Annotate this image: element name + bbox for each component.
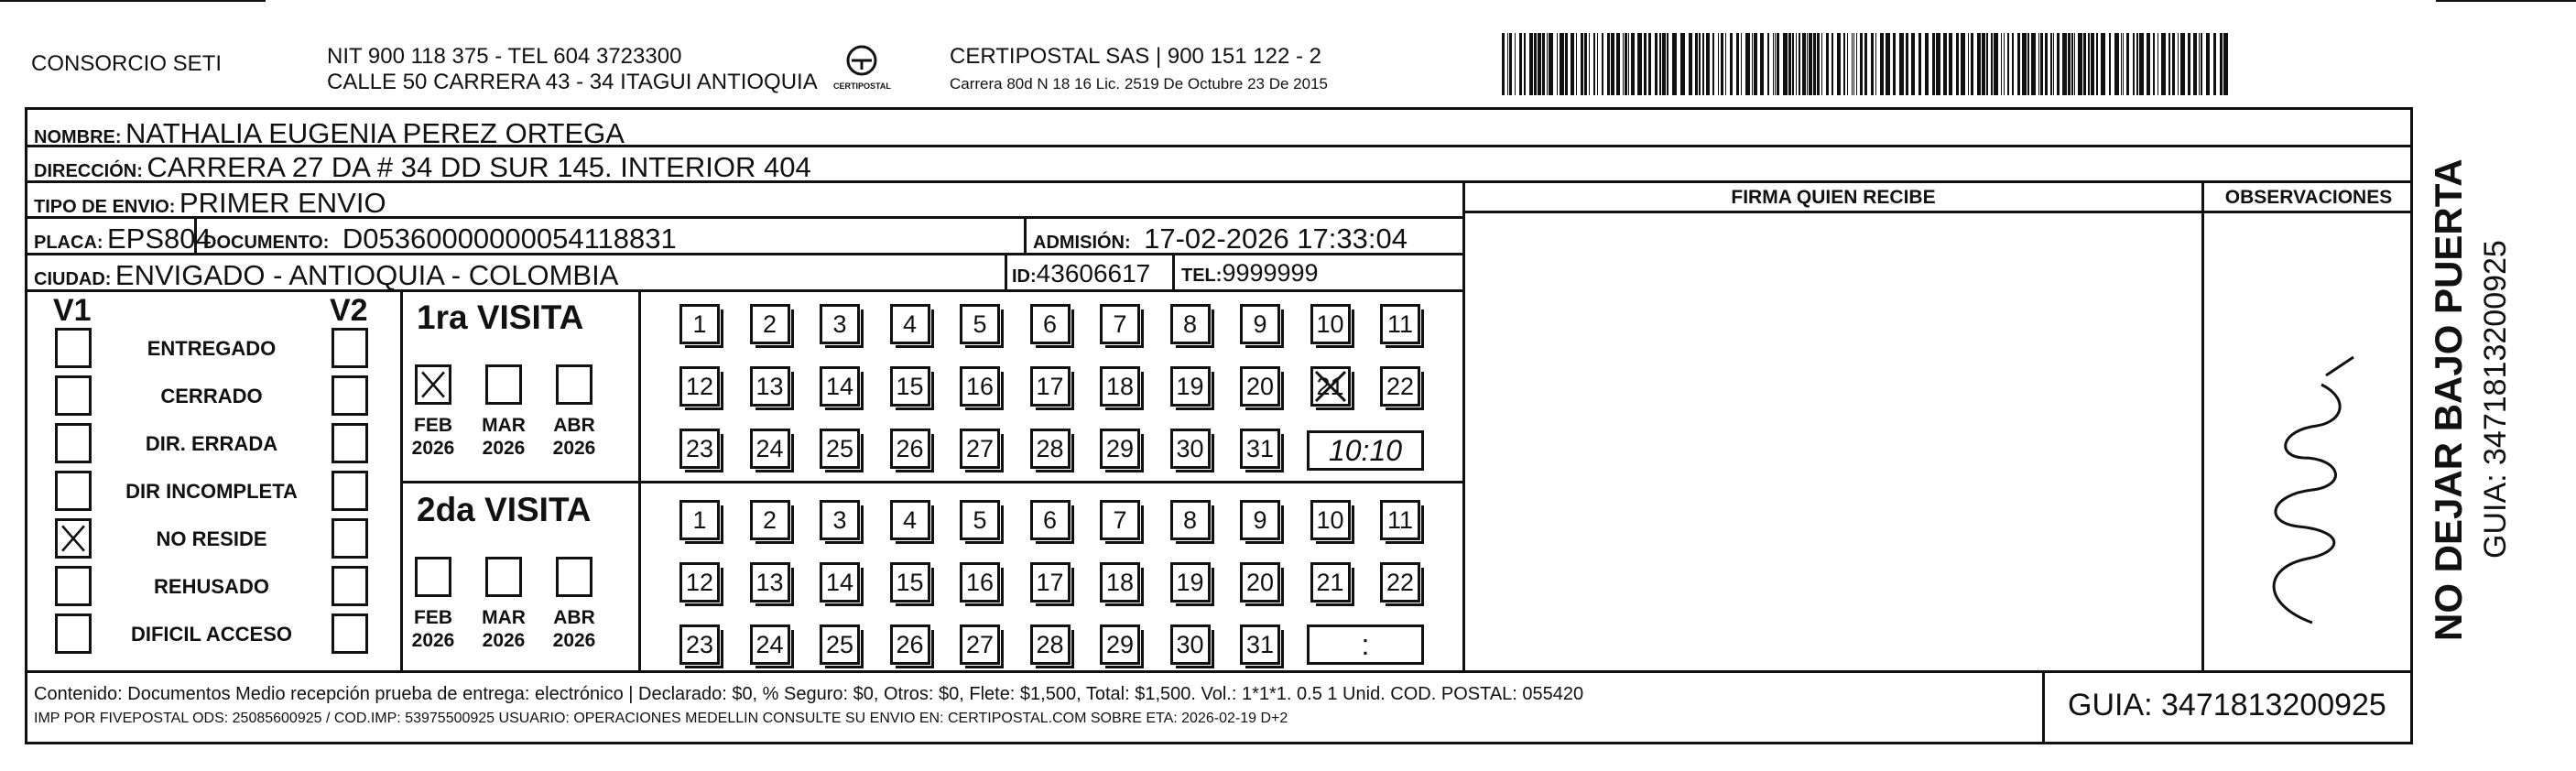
footer-content: Contenido: Documentos Medio recepción prueba de entrega: electrónico | Declarado: $0, % Seguro: $0, Otros: $0, Flete: $1,500, Total: $1,500. Vol.: 1*1*1. 0.5 1 Unid. COD. POSTAL: 055420 xyxy=(34,684,1584,704)
direccion-value: CARRERA 27 DA # 34 DD SUR 145. INTERIOR 404 xyxy=(147,151,811,183)
first-visit-day[interactable]: 22 xyxy=(1380,366,1420,407)
barcode-bar xyxy=(1991,33,1993,95)
first-visit-day[interactable]: 28 xyxy=(1030,429,1071,469)
barcode-bar xyxy=(2188,33,2190,95)
barcode-bar xyxy=(1754,33,1757,95)
col-line xyxy=(638,289,641,670)
first-visit-day[interactable]: 10 xyxy=(1310,304,1351,344)
second-visit-month-label: FEB 2026 xyxy=(411,607,455,652)
second-visit-day[interactable]: 1 xyxy=(679,500,720,540)
barcode-bar xyxy=(2121,33,2122,95)
status-label: ENTREGADO xyxy=(147,337,277,360)
v1-checkbox[interactable] xyxy=(55,423,92,463)
barcode-bar xyxy=(1542,33,1545,95)
barcode-bar xyxy=(2038,33,2039,95)
observaciones-label: OBSERVACIONES xyxy=(2224,187,2393,208)
second-visit-day[interactable]: 10 xyxy=(1310,500,1351,540)
barcode-bar xyxy=(1702,33,1704,95)
barcode-bar xyxy=(1982,33,1985,95)
barcode-bar xyxy=(2007,33,2009,95)
first-visit-day[interactable]: 18 xyxy=(1100,366,1140,407)
nit-line: NIT 900 118 375 - TEL 604 3723300 xyxy=(327,44,682,69)
barcode-bar xyxy=(2078,33,2082,95)
first-visit-day[interactable]: 27 xyxy=(960,429,1000,469)
second-visit-month-label: ABR 2026 xyxy=(552,607,596,652)
firma-label: FIRMA QUIEN RECIBE xyxy=(1731,187,1936,208)
first-visit-day[interactable]: 8 xyxy=(1170,304,1211,344)
placa-value: EPS804 xyxy=(107,223,212,255)
barcode-bar xyxy=(2022,33,2027,95)
barcode-bar xyxy=(1529,33,1533,95)
first-visit-day[interactable]: 26 xyxy=(890,429,930,469)
second-visit-day[interactable]: 14 xyxy=(820,562,860,603)
barcode-bar xyxy=(1880,33,1884,95)
v1-checkbox[interactable] xyxy=(55,566,92,606)
v1-checkbox[interactable] xyxy=(55,471,92,511)
barcode-bar xyxy=(2068,33,2071,95)
barcode-bar xyxy=(2109,33,2111,95)
barcode-bar xyxy=(1581,33,1583,95)
barcode-bar xyxy=(1607,33,1610,95)
status-label: DIR INCOMPLETA xyxy=(125,480,298,503)
barcode-bar xyxy=(1745,33,1750,95)
first-visit-day[interactable]: 13 xyxy=(750,366,790,407)
first-visit-day[interactable]: 31 xyxy=(1240,429,1280,469)
ciudad-value: ENVIGADO - ANTIOQUIA - COLOMBIA xyxy=(114,259,619,291)
barcode-bar xyxy=(1943,33,1947,95)
barcode-bar xyxy=(2199,33,2200,95)
nombre-value: NATHALIA EUGENIA PEREZ ORTEGA xyxy=(125,117,625,149)
barcode-bar xyxy=(1730,33,1733,95)
barcode-bar xyxy=(1699,33,1701,95)
first-visit-day[interactable]: 25 xyxy=(820,429,860,469)
barcode-bar xyxy=(1949,33,1952,95)
barcode-bar xyxy=(1625,33,1627,95)
status-label: REHUSADO xyxy=(154,575,269,598)
barcode xyxy=(1502,33,2234,95)
first-visit-day[interactable]: 5 xyxy=(960,304,1000,344)
side-guia: GUIA: 3471813200925 xyxy=(2478,240,2513,559)
barcode-bar xyxy=(2193,33,2197,95)
first-visit-day[interactable]: 1 xyxy=(679,304,720,344)
v1-checkbox[interactable] xyxy=(55,375,92,416)
second-visit-day[interactable]: 20 xyxy=(1240,562,1280,603)
barcode-bar xyxy=(1918,33,1921,95)
barcode-bar xyxy=(1986,33,1988,95)
v1-checkbox[interactable] xyxy=(55,328,92,368)
barcode-bar xyxy=(2114,33,2119,95)
barcode-bar xyxy=(1893,33,1896,95)
barcode-bar xyxy=(1589,33,1590,95)
barcode-bar xyxy=(2027,33,2029,95)
v1-label: V1 xyxy=(53,293,92,328)
first-visit-day[interactable]: 20 xyxy=(1240,366,1280,407)
barcode-bar xyxy=(2126,33,2129,95)
first-visit-month-label: ABR 2026 xyxy=(552,415,596,460)
second-visit-day[interactable]: 6 xyxy=(1030,500,1071,540)
col-line xyxy=(1024,216,1027,253)
v1-checkbox[interactable] xyxy=(55,518,92,559)
tel-label: TEL: xyxy=(1181,266,1223,286)
barcode-bar xyxy=(1856,33,1857,95)
barcode-bar xyxy=(2180,33,2185,95)
barcode-bar xyxy=(1783,33,1788,95)
second-visit-day[interactable]: 13 xyxy=(750,562,790,603)
status-label: DIR. ERRADA xyxy=(145,432,278,455)
first-visit-day[interactable]: 21 xyxy=(1310,366,1351,407)
top-edge-line xyxy=(2436,0,2576,2)
first-visit-month-checkbox[interactable] xyxy=(415,364,451,405)
tel-value: 9999999 xyxy=(1222,259,1319,287)
barcode-bar xyxy=(2001,33,2002,95)
barcode-bar xyxy=(1977,33,1981,95)
barcode-bar xyxy=(1597,33,1598,95)
barcode-bar xyxy=(1602,33,1603,95)
second-visit-day[interactable]: 30 xyxy=(1170,624,1211,665)
barcode-bar xyxy=(2136,33,2138,95)
second-visit-day[interactable]: 23 xyxy=(679,624,720,665)
barcode-bar xyxy=(2147,33,2150,95)
barcode-bar xyxy=(1837,33,1841,95)
certipostal-sub: Carrera 80d N 18 16 Lic. 2519 De Octubre 23 De 2015 xyxy=(950,75,1328,92)
barcode-bar xyxy=(1860,33,1863,95)
second-visit-month-checkbox[interactable] xyxy=(415,557,451,597)
second-visit-day[interactable]: 31 xyxy=(1240,624,1280,665)
barcode-bar xyxy=(1680,33,1685,95)
first-visit-month-label: FEB 2026 xyxy=(411,415,455,460)
barcode-bar xyxy=(2153,33,2155,95)
first-visit-day[interactable]: 30 xyxy=(1170,429,1211,469)
barcode-bar xyxy=(1971,33,1973,95)
barcode-bar xyxy=(1925,33,1929,95)
barcode-bar xyxy=(1802,33,1806,95)
barcode-bar xyxy=(2091,33,2094,95)
barcode-bar xyxy=(1628,33,1629,95)
first-visit-day[interactable]: 11 xyxy=(1380,304,1420,344)
documento-label: DOCUMENTO: xyxy=(203,233,330,253)
barcode-bar xyxy=(1936,33,1940,95)
v2-checkbox[interactable] xyxy=(332,375,368,416)
second-visit-day[interactable]: 12 xyxy=(679,562,720,603)
documento-value: D05360000000054118831 xyxy=(342,223,677,255)
side-warning: NO DEJAR BAJO PUERTA xyxy=(2427,158,2470,641)
footer-print-info: IMP POR FIVEPOSTAL ODS: 25085600925 / COD.IMP: 53975500925 USUARIO: OPERACIONES MEDELLIN CONSULTE SU ENVIO EN: CERTIPOSTAL.COM SOBRE ETA: 2026-02-19 D+2 xyxy=(34,711,1288,726)
first-visit-day[interactable]: 23 xyxy=(679,429,720,469)
barcode-bar xyxy=(1565,33,1568,95)
second-visit-day[interactable]: 27 xyxy=(960,624,1000,665)
first-visit-day[interactable]: 17 xyxy=(1030,366,1071,407)
second-visit-month-checkbox[interactable] xyxy=(485,557,522,597)
barcode-bar xyxy=(1547,33,1548,95)
first-visit-day[interactable]: 2 xyxy=(750,304,790,344)
barcode-bar xyxy=(2088,33,2090,95)
barcode-bar xyxy=(1788,33,1791,95)
barcode-bar xyxy=(1631,33,1635,95)
tipo-envio-label: TIPO DE ENVIO: xyxy=(34,197,176,217)
col-line xyxy=(400,289,403,670)
barcode-bar xyxy=(1549,33,1553,95)
barcode-bar xyxy=(2057,33,2060,95)
barcode-bar xyxy=(1662,33,1666,95)
barcode-bar xyxy=(1560,33,1564,95)
barcode-bar xyxy=(1875,33,1876,95)
barcode-bar xyxy=(1509,33,1512,95)
barcode-bar xyxy=(1777,33,1779,95)
barcode-bar xyxy=(2012,33,2014,95)
barcode-bar xyxy=(1611,33,1614,95)
barcode-bar xyxy=(2096,33,2098,95)
barcode-bar xyxy=(1847,33,1848,95)
v2-checkbox[interactable] xyxy=(332,328,368,368)
barcode-bar xyxy=(1807,33,1808,95)
status-label: NO RESIDE xyxy=(156,527,267,550)
second-visit-day[interactable]: 17 xyxy=(1030,562,1071,603)
direccion-label: DIRECCIÓN: xyxy=(34,161,143,181)
barcode-bar xyxy=(1767,33,1769,95)
first-visit-day[interactable]: 6 xyxy=(1030,304,1071,344)
barcode-bar xyxy=(1817,33,1820,95)
barcode-bar xyxy=(1725,33,1726,95)
second-visit-day[interactable]: 11 xyxy=(1380,500,1420,540)
barcode-bar xyxy=(1821,33,1822,95)
barcode-bar xyxy=(1826,33,1829,95)
header-underline xyxy=(1462,211,2413,213)
nombre-label: NOMBRE: xyxy=(34,127,122,147)
barcode-bar xyxy=(1538,33,1541,95)
first-visit-day[interactable]: 24 xyxy=(750,429,790,469)
barcode-bar xyxy=(2178,33,2179,95)
company-name: CONSORCIO SETI xyxy=(31,51,223,76)
barcode-bar xyxy=(2172,33,2175,95)
barcode-bar xyxy=(1655,33,1658,95)
second-visit-month-label: MAR 2026 xyxy=(482,607,526,652)
barcode-bar xyxy=(1932,33,1935,95)
barcode-bar xyxy=(2223,33,2228,95)
barcode-bar xyxy=(1899,33,1904,95)
second-visit-month-checkbox[interactable] xyxy=(556,557,592,597)
first-visit-day[interactable]: 19 xyxy=(1170,366,1211,407)
barcode-bar xyxy=(1616,33,1620,95)
second-visit-day[interactable]: 22 xyxy=(1380,562,1420,603)
barcode-bar xyxy=(1813,33,1816,95)
barcode-bar xyxy=(1994,33,1998,95)
second-visit-day[interactable]: 25 xyxy=(820,624,860,665)
barcode-bar xyxy=(1672,33,1677,95)
barcode-bar xyxy=(1695,33,1698,95)
barcode-bar xyxy=(2017,33,2020,95)
barcode-bar xyxy=(1571,33,1574,95)
barcode-bar xyxy=(2050,33,2052,95)
first-visit-time[interactable]: 10:10 xyxy=(1307,430,1424,471)
barcode-bar xyxy=(1534,33,1537,95)
barcode-bar xyxy=(1712,33,1714,95)
barcode-bar xyxy=(1507,33,1508,95)
second-visit-day[interactable]: 18 xyxy=(1100,562,1140,603)
barcode-bar xyxy=(2213,33,2216,95)
barcode-bar xyxy=(1659,33,1661,95)
tipo-envio-value: PRIMER ENVIO xyxy=(179,187,386,219)
barcode-bar xyxy=(1906,33,1908,95)
certipostal-logo xyxy=(831,42,892,101)
col-line xyxy=(2201,180,2204,670)
barcode-bar xyxy=(1843,33,1845,95)
col-line xyxy=(1172,253,1175,289)
first-visit-day[interactable]: 15 xyxy=(890,366,930,407)
ciudad-label: CIUDAD: xyxy=(34,269,112,289)
barcode-bar xyxy=(2074,33,2075,95)
first-visit-day[interactable]: 4 xyxy=(890,304,930,344)
top-edge-line xyxy=(0,0,266,2)
first-visit-day[interactable]: 29 xyxy=(1100,429,1140,469)
barcode-bar xyxy=(1775,33,1776,95)
barcode-bar xyxy=(2201,33,2202,95)
barcode-bar xyxy=(1752,33,1753,95)
second-visit-day[interactable]: 9 xyxy=(1240,500,1280,540)
barcode-bar xyxy=(1961,33,1965,95)
logo-text: CERTIPOSTAL xyxy=(833,81,891,91)
barcode-bar xyxy=(2004,33,2005,95)
barcode-bar xyxy=(2062,33,2067,95)
second-visit-time[interactable]: : xyxy=(1307,624,1424,665)
first-visit-month-checkbox[interactable] xyxy=(485,364,522,405)
id-label: ID: xyxy=(1012,266,1037,287)
barcode-bar xyxy=(1667,33,1668,95)
barcode-bar xyxy=(2133,33,2135,95)
barcode-bar xyxy=(1871,33,1874,95)
admision-label: ADMISIÓN: xyxy=(1033,233,1131,253)
barcode-bar xyxy=(2053,33,2054,95)
second-visit-day[interactable]: 19 xyxy=(1170,562,1211,603)
footer-guia: GUIA: 3471813200925 xyxy=(2068,688,2386,722)
barcode-bar xyxy=(1557,33,1558,95)
barcode-bar xyxy=(1718,33,1719,95)
barcode-bar xyxy=(1864,33,1867,95)
v1-checkbox[interactable] xyxy=(55,614,92,654)
second-visit-day[interactable]: 8 xyxy=(1170,500,1211,540)
barcode-bar xyxy=(1911,33,1915,95)
barcode-bar xyxy=(1648,33,1651,95)
barcode-bar xyxy=(2045,33,2048,95)
barcode-bar xyxy=(1584,33,1587,95)
second-visit-day[interactable]: 26 xyxy=(890,624,930,665)
v2-label: V2 xyxy=(330,293,368,328)
first-visit-day[interactable]: 14 xyxy=(820,366,860,407)
first-visit-month-label: MAR 2026 xyxy=(482,415,526,460)
barcode-bar xyxy=(1968,33,1969,95)
footer-line xyxy=(25,670,2413,673)
barcode-bar xyxy=(1853,33,1854,95)
barcode-bar xyxy=(2031,33,2036,95)
signature-mark xyxy=(2225,320,2381,641)
barcode-bar xyxy=(1792,33,1794,95)
barcode-bar xyxy=(1796,33,1797,95)
second-visit-day[interactable]: 5 xyxy=(960,500,1000,540)
barcode-bar xyxy=(1799,33,1800,95)
second-visit-day[interactable]: 29 xyxy=(1100,624,1140,665)
barcode-bar xyxy=(1524,33,1526,95)
barcode-bar xyxy=(1502,33,1505,95)
first-visit-day[interactable]: 12 xyxy=(679,366,720,407)
placa-label: PLACA: xyxy=(34,233,103,253)
barcode-bar xyxy=(1644,33,1647,95)
barcode-bar xyxy=(1637,33,1642,95)
barcode-bar xyxy=(2220,33,2223,95)
barcode-bar xyxy=(2101,33,2105,95)
v2-checkbox[interactable] xyxy=(332,614,368,654)
barcode-bar xyxy=(1736,33,1739,95)
barcode-bar xyxy=(1852,33,1853,95)
barcode-bar xyxy=(1519,33,1522,95)
v2-checkbox[interactable] xyxy=(332,471,368,511)
second-visit-day[interactable]: 4 xyxy=(890,500,930,540)
barcode-bar xyxy=(1623,33,1624,95)
col-line xyxy=(2042,670,2045,744)
barcode-bar xyxy=(1886,33,1890,95)
barcode-bar xyxy=(2206,33,2210,95)
second-visit-day[interactable]: 7 xyxy=(1100,500,1140,540)
barcode-bar xyxy=(1809,33,1812,95)
second-visit-day[interactable]: 2 xyxy=(750,500,790,540)
second-visit-day[interactable]: 3 xyxy=(820,500,860,540)
first-visit-day[interactable]: 3 xyxy=(820,304,860,344)
first-visit-day[interactable]: 16 xyxy=(960,366,1000,407)
v2-checkbox[interactable] xyxy=(332,566,368,606)
barcode-bar xyxy=(1760,33,1764,95)
second-visit-day[interactable]: 24 xyxy=(750,624,790,665)
first-visit-day[interactable]: 7 xyxy=(1100,304,1140,344)
first-visit-day[interactable]: 9 xyxy=(1240,304,1280,344)
barcode-bar xyxy=(1515,33,1516,95)
first-visit-month-checkbox[interactable] xyxy=(556,364,592,405)
second-visit-day[interactable]: 16 xyxy=(960,562,1000,603)
barcode-bar xyxy=(2139,33,2144,95)
barcode-bar xyxy=(1689,33,1692,95)
second-visit-day[interactable]: 15 xyxy=(890,562,930,603)
col-line xyxy=(1005,253,1007,289)
first-visit-title: 1ra VISITA xyxy=(417,299,584,336)
barcode-bar xyxy=(2083,33,2086,95)
barcode-bar xyxy=(1956,33,1959,95)
status-label: DIFICIL ACCESO xyxy=(130,623,292,646)
second-visit-day[interactable]: 28 xyxy=(1030,624,1071,665)
col-line xyxy=(1462,180,1465,670)
barcode-bar xyxy=(1773,33,1774,95)
admision-value: 17-02-2026 17:33:04 xyxy=(1144,223,1408,255)
barcode-bar xyxy=(1576,33,1577,95)
barcode-bar xyxy=(2071,33,2073,95)
status-label: CERRADO xyxy=(160,385,263,407)
barcode-bar xyxy=(1831,33,1833,95)
v2-checkbox[interactable] xyxy=(332,518,368,559)
barcode-bar xyxy=(1741,33,1742,95)
id-value: 43606617 xyxy=(1036,259,1151,288)
address-line: CALLE 50 CARRERA 43 - 34 ITAGUI ANTIOQUIA xyxy=(327,70,818,94)
barcode-bar xyxy=(1721,33,1723,95)
barcode-bar xyxy=(1593,33,1595,95)
barcode-bar xyxy=(2040,33,2043,95)
second-visit-day[interactable]: 21 xyxy=(1310,562,1351,603)
certipostal-line: CERTIPOSTAL SAS | 900 151 122 - 2 xyxy=(950,44,1321,69)
second-visit-title: 2da VISITA xyxy=(417,491,592,528)
barcode-bar xyxy=(2168,33,2170,95)
barcode-bar xyxy=(2161,33,2166,95)
v2-checkbox[interactable] xyxy=(332,423,368,463)
visit-divider xyxy=(400,481,1462,483)
barcode-bar xyxy=(1706,33,1710,95)
barcode-bar xyxy=(2123,33,2124,95)
